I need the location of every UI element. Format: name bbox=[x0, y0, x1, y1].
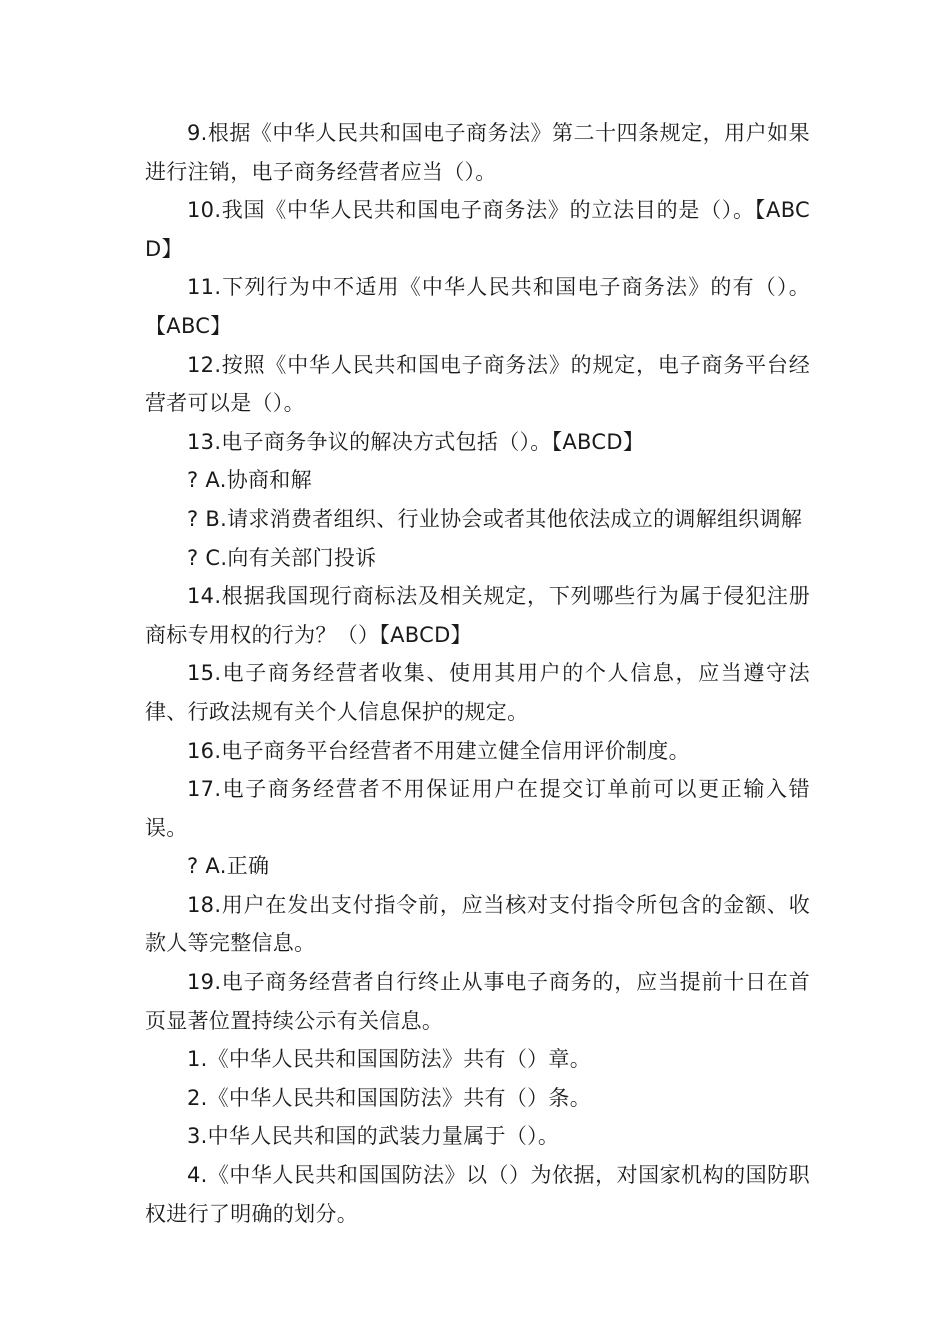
question-16: 16.电子商务平台经营者不用建立健全信用评价制度。 bbox=[187, 738, 690, 763]
national-defense-question-3: 3.中华人民共和国的武装力量属于（）。 bbox=[187, 1124, 560, 1149]
question-15: 15.电子商务经营者收集、使用其用户的个人信息，应当遵守法律、行政法规有关个人信息保护的规定。 bbox=[145, 661, 810, 724]
national-defense-question-4: 4.《中华人民共和国国防法》以（）为依据，对国家机构的国防职权进行了明确的划分。 bbox=[145, 1163, 810, 1226]
option-a: ? A.协商和解 bbox=[187, 468, 312, 493]
option-b: ? B.请求消费者组织、行业协会或者其他依法成立的调解组织调解 bbox=[187, 506, 803, 531]
question-10: 10.我国《中华人民共和国电子商务法》的立法目的是（）。【ABCD】 bbox=[145, 198, 810, 261]
question-9: 9.根据《中华人民共和国电子商务法》第二十四条规定，用户如果进行注销，电子商务经营者应当（）。 bbox=[145, 121, 810, 184]
question-17: 17.电子商务经营者不用保证用户在提交订单前可以更正输入错误。 bbox=[145, 777, 810, 840]
question-12: 12.按照《中华人民共和国电子商务法》的规定，电子商务平台经营者可以是（）。 bbox=[145, 352, 810, 416]
question-11: 11.下列行为中不适用《中华人民共和国电子商务法》的有（）。【ABC】 bbox=[145, 275, 810, 338]
question-19: 19.电子商务经营者自行终止从事电子商务的，应当提前十日在首页显著位置持续公示有关信息。 bbox=[145, 970, 810, 1033]
question-13: 13.电子商务争议的解决方式包括（）。【ABCD】 bbox=[187, 429, 645, 454]
national-defense-question-1: 1.《中华人民共和国国防法》共有（）章。 bbox=[187, 1047, 592, 1072]
option-a-correct: ? A.正确 bbox=[187, 854, 270, 879]
question-18: 18.用户在发出支付指令前，应当核对支付指令所包含的金额、收款人等完整信息。 bbox=[145, 892, 810, 956]
national-defense-question-2: 2.《中华人民共和国国防法》共有（）条。 bbox=[187, 1085, 592, 1110]
option-c: ? C.向有关部门投诉 bbox=[187, 545, 377, 570]
document-body bbox=[145, 114, 810, 1233]
question-14: 14.根据我国现行商标法及相关规定，下列哪些行为属于侵犯注册商标专用权的行为？（）【ABCD】 bbox=[145, 584, 810, 647]
